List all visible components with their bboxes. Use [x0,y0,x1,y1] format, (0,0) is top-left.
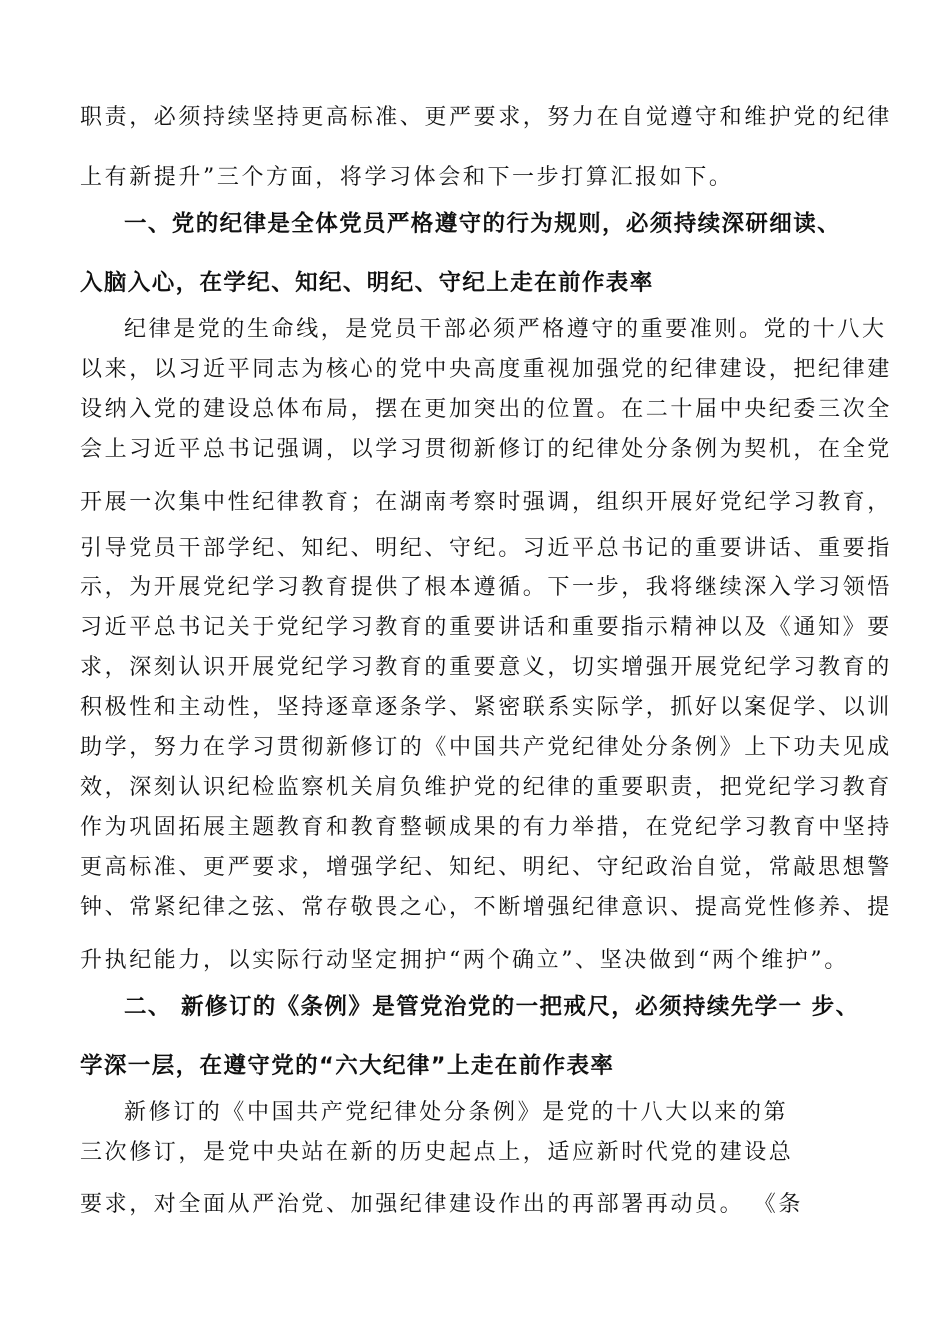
body-line: 纪律是党的生命线，是党员干部必须严格遵守的重要准则。党的十八大 [124,317,887,342]
section-heading: 入脑入心，在学纪、知纪、明纪、守纪上走在前作表率 [80,270,654,296]
section-heading: 一、党的纪律是全体党员严格遵守的行为规则，必须持续深研细读、 [124,211,842,237]
body-line: 引导党员干部学纪、知纪、明纪、守纪。习近平总书记的重要讲话、重要指 [80,536,892,561]
body-line: 新修订的《中国共产党纪律处分条例》是党的十八大以来的第 [124,1100,789,1125]
body-line: 效，深刻认识纪检监察机关肩负维护党的纪律的重要职责，把党纪学习教育 [80,775,892,800]
body-line: 职责，必须持续坚持更高标准、更严要求，努力在自觉遵守和维护党的纪律 [80,105,892,130]
body-line: 会上习近平总书记强调，以学习贯彻新修订的纪律处分条例为契机，在全党 [80,437,892,462]
body-line: 上有新提升”三个方面，将学习体会和下一步打算汇报如下。 [80,165,734,190]
body-line: 三次修订，是党中央站在新的历史起点上，适应新时代党的建设总 [80,1140,794,1165]
body-line: 作为巩固拓展主题教育和教育整顿成果的有力举措，在党纪学习教育中坚持 [80,815,892,840]
body-line: 以来，以习近平同志为核心的党中央高度重视加强党的纪律建设，把纪律建 [80,357,892,382]
body-line: 积极性和主动性，坚持逐章逐条学、紧密联系实际学，抓好以案促学、以训 [80,695,892,720]
body-line: 要求，对全面从严治党、加强纪律建设作出的再部署再动员。 《条 [80,1192,803,1217]
body-line: 开展一次集中性纪律教育；在湖南考察时强调，组织开展好党纪学习教育， [80,490,892,515]
body-line: 升执纪能力，以实际行动坚定拥护“两个确立”、坚决做到“两个维护”。 [80,948,849,973]
body-line: 示，为开展党纪学习教育提供了根本遵循。下一步，我将继续深入学习领悟 [80,575,892,600]
body-line: 求，深刻认识开展党纪学习教育的重要意义，切实增强开展党纪学习教育的 [80,655,892,680]
section-heading: 二、 新修订的《条例》是管党治党的一把戒尺，必须持续先学一 步、 [124,994,860,1020]
body-line: 更高标准、更严要求，增强学纪、知纪、明纪、守纪政治自觉，常敲思想警 [80,855,892,880]
body-line: 习近平总书记关于党纪学习教育的重要讲话和重要指示精神以及《通知》要 [80,615,892,640]
body-line: 助学，努力在学习贯彻新修订的《中国共产党纪律处分条例》上下功夫见成 [80,735,892,760]
section-heading: 学深一层，在遵守党的“六大纪律”上走在前作表率 [80,1053,615,1079]
body-line: 钟、常紧纪律之弦、常存敬畏之心，不断增强纪律意识、提高党性修养、提 [80,895,892,920]
body-line: 设纳入党的建设总体布局，摆在更加突出的位置。在二十届中央纪委三次全 [80,397,892,422]
